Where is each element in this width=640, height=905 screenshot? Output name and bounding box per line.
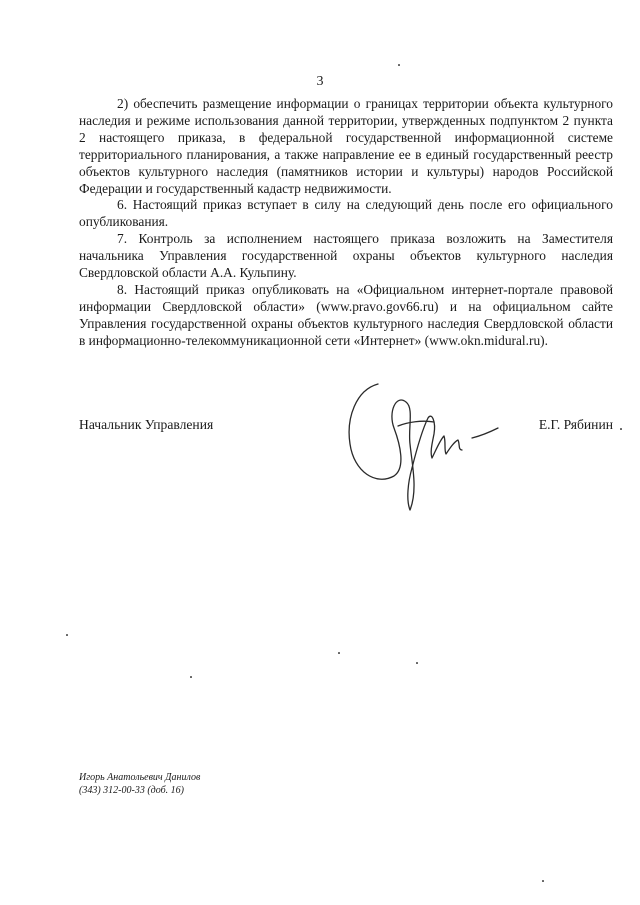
scan-speck bbox=[620, 428, 622, 430]
scan-speck bbox=[190, 676, 192, 678]
signatory-position: Начальник Управления bbox=[79, 417, 214, 432]
paragraph-item-2: 2) обеспечить размещение информации о границах территории объекта культурного наследия и режиме использования данной территории, утвержденных подпунктом 2 пункта 2 настоящего приказа, в федеральной государственной информационной системе территориального планирования, а также направление ее в единый государственный реестр объектов культурного наследия (памятников истории и культуры) народов Российской Федерации и государственный кадастр недвижимости. bbox=[79, 96, 613, 196]
scan-speck bbox=[398, 64, 400, 66]
document-body bbox=[79, 96, 613, 350]
page-number: 3 bbox=[316, 74, 324, 89]
executor-block bbox=[79, 771, 200, 797]
scan-speck bbox=[416, 662, 418, 664]
scan-speck bbox=[542, 880, 544, 882]
paragraph-item-7: 7. Контроль за исполнением настоящего приказа возложить на Заместителя начальника Управления государственной охраны объектов культурного наследия Свердловской области А.А. Кульпину. bbox=[79, 231, 613, 281]
executor-name: Игорь Анатольевич Данилов bbox=[79, 772, 201, 783]
signature-block bbox=[79, 416, 613, 434]
paragraph-item-6: 6. Настоящий приказ вступает в силу на следующий день после его официального опубликования. bbox=[79, 197, 613, 230]
signatory-name: Е.Г. Рябинин bbox=[538, 417, 613, 432]
executor-phone: (343) 312-00-33 (доб. 16) bbox=[79, 785, 184, 796]
paragraph-item-8: 8. Настоящий приказ опубликовать на «Официальном интернет-портале правовой информации Свердловской области» (www.pravo.gov66.ru) и на официальном сайте Управления государственной охраны объектов культурного наследия Свердловской области в информационно-телекоммуникационной сети «Интернет» (www.okn.midural.ru). bbox=[79, 281, 613, 348]
scan-speck bbox=[66, 634, 68, 636]
scan-speck bbox=[338, 652, 340, 654]
handwritten-signature bbox=[338, 378, 508, 518]
